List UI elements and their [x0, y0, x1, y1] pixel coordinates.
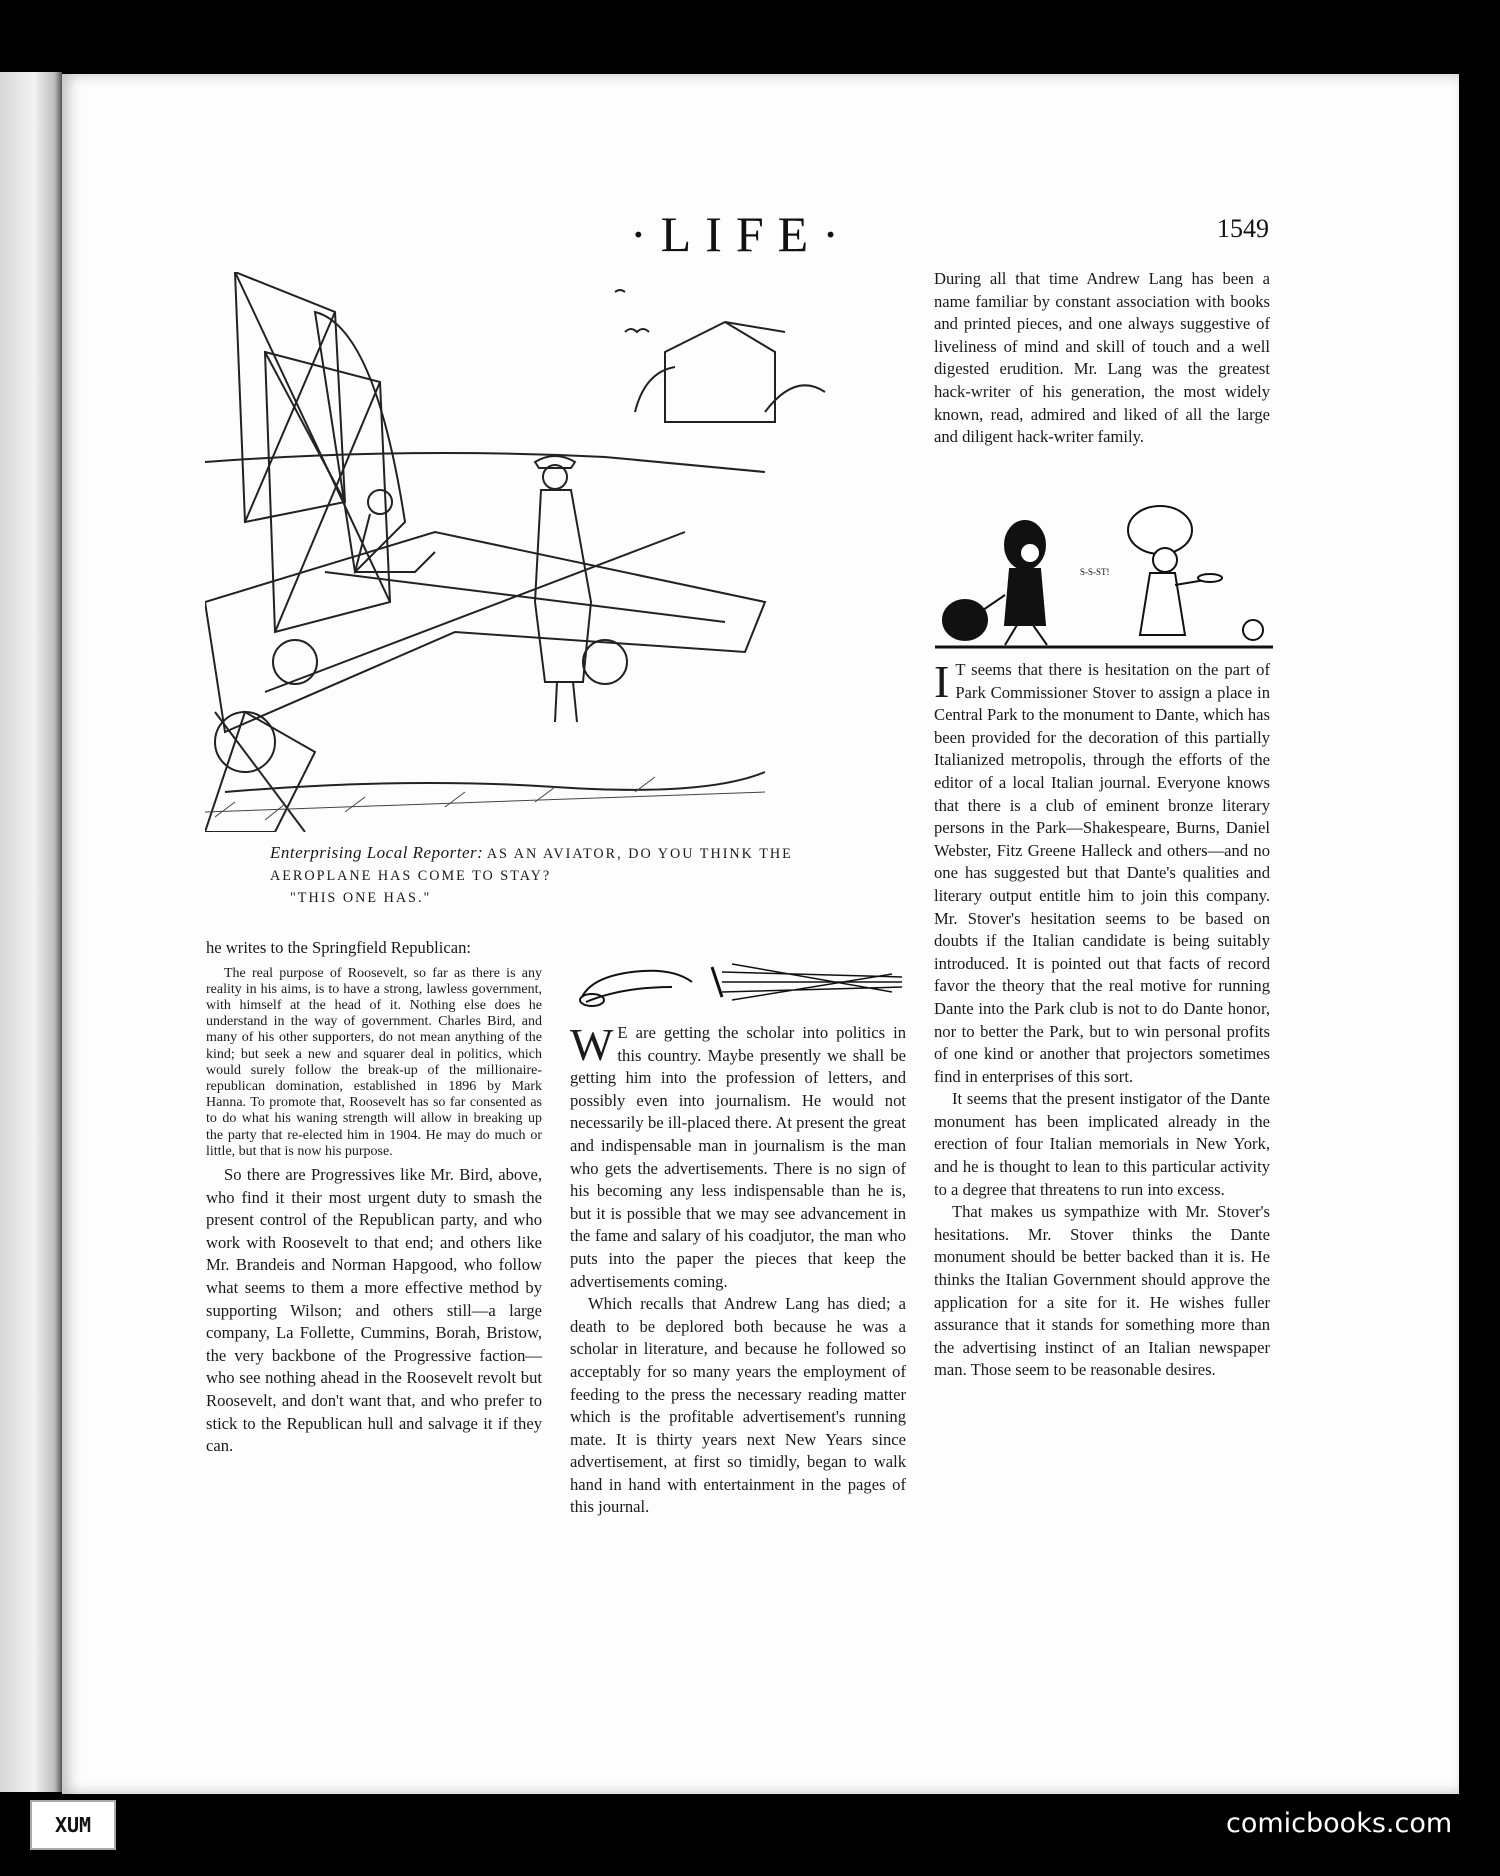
paragraph-progressives: So there are Progressives like Mr. Bird, above, who find it their most urgent duty to smash the present control of the Republican party, and who work with Roosevelt to that end; and others like Mr. Brandeis and Norman Hapgood, who follow what seems to them a more effective method by supporting Wilson; and others still—a large company, La Follette, Cummins, Borah, Bristow, the very backbone of the Progressive faction—who see nothing ahead in the Roosevelt revolt but Roosevelt, and don't want that, and who prefer to stick to the Republican hull and salvage it if they can.: [206, 1165, 542, 1456]
right-column: [934, 656, 1270, 1382]
crashed-aeroplane-illustration: [205, 272, 895, 832]
sickle-and-wheat-ornament: [572, 952, 906, 1012]
caption-speaker: Enterprising Local Reporter:: [270, 843, 484, 862]
watermark: comicbooks.com: [1226, 1808, 1453, 1839]
right-column-top: [934, 268, 1270, 449]
dropcap-i: I: [934, 656, 950, 707]
cartoon-stover-and-italia: [935, 505, 1273, 655]
paragraph-dante: [934, 656, 1270, 1088]
lead-line: he writes to the Springfield Republican:: [206, 938, 471, 957]
paragraph-andrew-lang: During all that time Andrew Lang has been a name familiar by constant association with books and printed pieces, and one always suggestive of liveliness of mind and skill of touch and a well digested erudition. Mr. Lang was the greatest hack-writer of his generation, the most widely known, read, admired and liked of all the large and diligent hack-writer family.: [934, 269, 1270, 447]
paragraph-lang-died: Which recalls that Andrew Lang has died; a death to be deplored both because he was a scholar in literature, and because he followed so acceptably for so many years the employment of feeding to the press the necessary reading matter which is the profitable advertisement's running mate. It is thirty years next New Years since advertisement, at first so timidly, began to walk hand in hand with entertainment in the pages of this journal.: [570, 1294, 906, 1517]
cartoon-label: S-S-ST!: [1080, 567, 1110, 577]
magazine-title: ·LIFE·: [630, 206, 853, 262]
book-spine: [0, 72, 62, 1792]
left-column: [206, 937, 542, 1458]
paragraph-sympathize: That makes us sympathize with Mr. Stover's hesitations. Mr. Stover thinks the Dante monument should be better backed than it is. He thinks the Italian Government should approve the application for a site for it. He wishes fuller assurance that it stands for something more than the advertising instinct of an Italian newspaper man. Those seem to be reasonable desires.: [934, 1202, 1270, 1380]
quoted-letter: The real purpose of Roosevelt, so far as there is any reality in his aims, is to have a strong, lawless government, with himself at the head of it. Nothing else does he understand in the way of government. Charles Bird, and many of his other supporters, do not mean anything of the kind; but seek a new and squarer deal in politics, which would surely follow the break-up of the millionaire-republican domination, established in 1896 by Mark Hanna. To promote that, Roosevelt has so far consented as to do what his waning strength will allow in breaking up the party that re-elected him in 1904. He may do much or little, but that is now his purpose.: [206, 965, 542, 1159]
scan-tag: XUM: [30, 1800, 116, 1850]
paragraph-instigator: It seems that the present instigator of the Dante monument has been implicated already in the erection of four Italian memorials in New York, and he is thought to lean to this particular activity to a degree that threatens to run into excess.: [934, 1089, 1270, 1199]
caption-answer: "THIS ONE HAS.": [290, 890, 432, 906]
middle-column: [570, 1019, 906, 1519]
caption-question: AS AN AVIATOR, DO YOU THINK THE AEROPLANE HAS COME TO STAY?: [270, 846, 793, 884]
dropcap-w: W: [570, 1019, 614, 1070]
page-number: 1549: [1217, 214, 1269, 243]
paragraph-scholar-text: E are getting the scholar into politics in this country. Maybe presently we shall be getting him into the profession of letters, and possibly even into journalism. He would not necessarily be ill-placed there. At present the great and indispensable man in journalism is the man who gets the advertisements. There is no sign of his becoming any less indispensable than he is, but it is possible that we may see advancement in the fame and salary of his coadjutor, the man who puts into the paper the pieces that keep the advertisements coming.: [570, 1023, 906, 1291]
paragraph-scholar: [570, 1019, 906, 1293]
paragraph-dante-text: T seems that there is hesitation on the part of Park Commissioner Stover to assign a place in Central Park to the monument to Dante, which has been provided for the decoration of this partially Italianized metropolis, through the efforts of the editor of a local Italian journal. Everyone knows that there is a club of eminent bronze literary persons in the Park—Shakespeare, Burns, Daniel Webster, Fitz Greene Halleck and others—and no one has suggested but that Dante's qualities and literary output entitle him to join this company. Mr. Stover's hesitation seems to be based on doubts if the Italian candidate is being suitably introduced. It is pointed out that facts of record favor the theory that the real motive for running Dante into the Park club is not to do Dante honor, nor to better the Park, but to win personal profits of one kind or another that projectors sometimes find in enterprises of this sort.: [934, 660, 1270, 1086]
illustration-caption: [270, 842, 870, 909]
